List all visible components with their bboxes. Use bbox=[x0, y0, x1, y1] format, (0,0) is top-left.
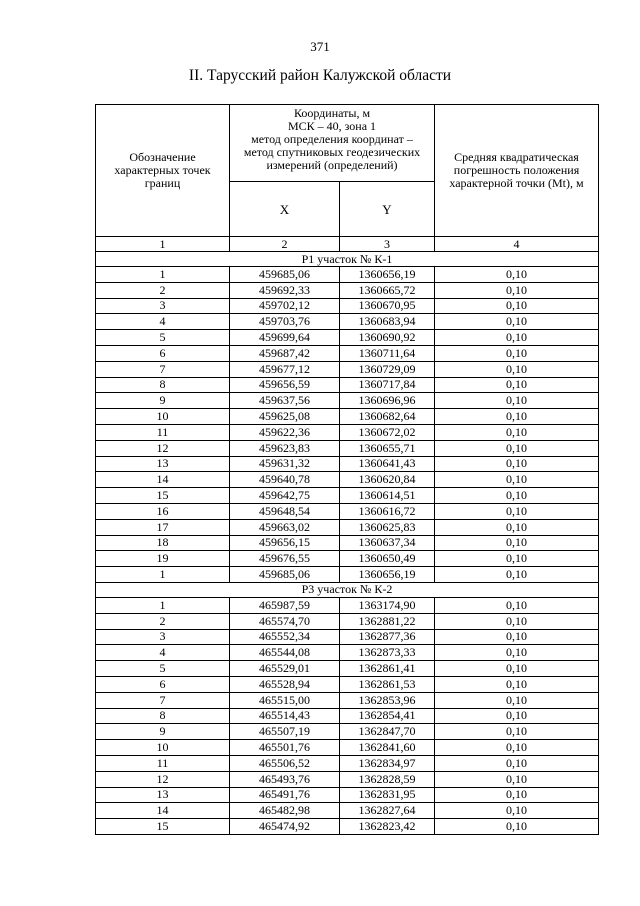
column-number: 4 bbox=[435, 237, 599, 252]
header-point: Обозначение характерных точек границ bbox=[96, 105, 230, 237]
coord-x: 465574,70 bbox=[230, 613, 340, 629]
coord-y: 1360655,71 bbox=[340, 440, 435, 456]
coord-y: 1362877,36 bbox=[340, 629, 435, 645]
coord-x: 459685,06 bbox=[230, 567, 340, 583]
table-row bbox=[96, 488, 599, 504]
header-coordinates-line: метод спутниковых геодезических bbox=[243, 145, 421, 159]
point-number: 12 bbox=[96, 771, 230, 787]
coord-y: 1360683,94 bbox=[340, 314, 435, 330]
error-value: 0,10 bbox=[435, 567, 599, 583]
coord-y: 1362853,96 bbox=[340, 692, 435, 708]
error-value: 0,10 bbox=[435, 645, 599, 661]
point-number: 17 bbox=[96, 519, 230, 535]
table-row bbox=[96, 519, 599, 535]
point-number: 5 bbox=[96, 330, 230, 346]
error-value: 0,10 bbox=[435, 267, 599, 283]
table-row bbox=[96, 393, 599, 409]
coord-y: 1360672,02 bbox=[340, 424, 435, 440]
coord-x: 459685,06 bbox=[230, 267, 340, 283]
coord-y: 1362841,60 bbox=[340, 740, 435, 756]
coord-y: 1362827,64 bbox=[340, 803, 435, 819]
coord-y: 1362834,97 bbox=[340, 755, 435, 771]
coord-y: 1360690,92 bbox=[340, 330, 435, 346]
error-value: 0,10 bbox=[435, 519, 599, 535]
header-coordinates-line: Координаты, м bbox=[293, 106, 371, 120]
point-number: 1 bbox=[96, 597, 230, 613]
point-number: 18 bbox=[96, 535, 230, 551]
point-number: 13 bbox=[96, 787, 230, 803]
point-number: 11 bbox=[96, 424, 230, 440]
error-value: 0,10 bbox=[435, 298, 599, 314]
coord-y: 1362881,22 bbox=[340, 613, 435, 629]
coord-y: 1360625,83 bbox=[340, 519, 435, 535]
coord-x: 465987,59 bbox=[230, 597, 340, 613]
coord-y: 1360665,72 bbox=[340, 282, 435, 298]
point-number: 1 bbox=[96, 567, 230, 583]
error-value: 0,10 bbox=[435, 503, 599, 519]
coord-x: 459699,64 bbox=[230, 330, 340, 346]
header-coordinates-line: МСК – 40, зона 1 bbox=[287, 119, 377, 133]
table-row bbox=[96, 298, 599, 314]
table-row bbox=[96, 535, 599, 551]
table-row bbox=[96, 676, 599, 692]
coord-x: 465514,43 bbox=[230, 708, 340, 724]
point-number: 6 bbox=[96, 676, 230, 692]
error-value: 0,10 bbox=[435, 488, 599, 504]
error-value: 0,10 bbox=[435, 393, 599, 409]
coord-x: 459663,02 bbox=[230, 519, 340, 535]
header-error: Средняя квадратическая погрешность положения характерной точки (Mt), м bbox=[435, 105, 599, 237]
coord-x: 459637,56 bbox=[230, 393, 340, 409]
error-value: 0,10 bbox=[435, 819, 599, 835]
error-value: 0,10 bbox=[435, 409, 599, 425]
error-value: 0,10 bbox=[435, 803, 599, 819]
column-number: 2 bbox=[230, 237, 340, 252]
coord-x: 459656,59 bbox=[230, 377, 340, 393]
error-value: 0,10 bbox=[435, 330, 599, 346]
error-value: 0,10 bbox=[435, 771, 599, 787]
point-number: 5 bbox=[96, 661, 230, 677]
table-row bbox=[96, 267, 599, 283]
table-row bbox=[96, 567, 599, 583]
header-y: Y bbox=[340, 182, 435, 237]
point-number: 19 bbox=[96, 551, 230, 567]
coord-y: 1362823,42 bbox=[340, 819, 435, 835]
coord-y: 1362831,95 bbox=[340, 787, 435, 803]
error-value: 0,10 bbox=[435, 676, 599, 692]
error-value: 0,10 bbox=[435, 361, 599, 377]
point-number: 10 bbox=[96, 740, 230, 756]
coord-x: 465482,98 bbox=[230, 803, 340, 819]
table-row bbox=[96, 755, 599, 771]
coord-y: 1360670,95 bbox=[340, 298, 435, 314]
point-number: 4 bbox=[96, 645, 230, 661]
section-title: Р1 участок № К-1 bbox=[96, 252, 599, 267]
error-value: 0,10 bbox=[435, 755, 599, 771]
point-number: 9 bbox=[96, 393, 230, 409]
error-value: 0,10 bbox=[435, 629, 599, 645]
coord-y: 1360656,19 bbox=[340, 567, 435, 583]
table-row bbox=[96, 503, 599, 519]
table-row bbox=[96, 282, 599, 298]
coord-x: 459623,83 bbox=[230, 440, 340, 456]
point-number: 10 bbox=[96, 409, 230, 425]
table-row bbox=[96, 597, 599, 613]
table-row bbox=[96, 377, 599, 393]
table-row bbox=[96, 629, 599, 645]
point-number: 11 bbox=[96, 755, 230, 771]
table-row bbox=[96, 551, 599, 567]
coord-x: 465507,19 bbox=[230, 724, 340, 740]
header-coordinates bbox=[230, 105, 435, 182]
coord-x: 465491,76 bbox=[230, 787, 340, 803]
error-value: 0,10 bbox=[435, 535, 599, 551]
coord-y: 1360729,09 bbox=[340, 361, 435, 377]
coord-y: 1360620,84 bbox=[340, 472, 435, 488]
coord-y: 1360650,49 bbox=[340, 551, 435, 567]
point-number: 6 bbox=[96, 345, 230, 361]
error-value: 0,10 bbox=[435, 724, 599, 740]
error-value: 0,10 bbox=[435, 345, 599, 361]
coord-y: 1362861,53 bbox=[340, 676, 435, 692]
table-row bbox=[96, 314, 599, 330]
coord-y: 1360682,64 bbox=[340, 409, 435, 425]
coord-x: 459656,15 bbox=[230, 535, 340, 551]
point-number: 14 bbox=[96, 803, 230, 819]
error-value: 0,10 bbox=[435, 456, 599, 472]
coord-x: 459676,55 bbox=[230, 551, 340, 567]
table-row bbox=[96, 613, 599, 629]
point-number: 2 bbox=[96, 282, 230, 298]
table-row bbox=[96, 708, 599, 724]
error-value: 0,10 bbox=[435, 551, 599, 567]
table-row bbox=[96, 724, 599, 740]
coordinates-table bbox=[95, 104, 599, 835]
point-number: 2 bbox=[96, 613, 230, 629]
coord-y: 1362861,41 bbox=[340, 661, 435, 677]
error-value: 0,10 bbox=[435, 740, 599, 756]
table-row bbox=[96, 424, 599, 440]
table-row bbox=[96, 819, 599, 835]
column-number: 3 bbox=[340, 237, 435, 252]
coord-x: 459625,08 bbox=[230, 409, 340, 425]
error-value: 0,10 bbox=[435, 708, 599, 724]
point-number: 8 bbox=[96, 708, 230, 724]
point-number: 14 bbox=[96, 472, 230, 488]
error-value: 0,10 bbox=[435, 314, 599, 330]
point-number: 8 bbox=[96, 377, 230, 393]
table-row bbox=[96, 787, 599, 803]
point-number: 16 bbox=[96, 503, 230, 519]
error-value: 0,10 bbox=[435, 692, 599, 708]
coord-y: 1360614,51 bbox=[340, 488, 435, 504]
coord-x: 465544,08 bbox=[230, 645, 340, 661]
header-x: X bbox=[230, 182, 340, 237]
coord-y: 1362854,41 bbox=[340, 708, 435, 724]
coord-x: 465515,00 bbox=[230, 692, 340, 708]
coord-x: 465493,76 bbox=[230, 771, 340, 787]
coord-x: 459692,33 bbox=[230, 282, 340, 298]
column-numbers-row bbox=[96, 237, 599, 252]
table-row bbox=[96, 345, 599, 361]
point-number: 1 bbox=[96, 267, 230, 283]
section-title: Р3 участок № К-2 bbox=[96, 582, 599, 597]
section-title-row bbox=[96, 252, 599, 267]
table-row bbox=[96, 740, 599, 756]
coord-x: 459640,78 bbox=[230, 472, 340, 488]
point-number: 15 bbox=[96, 819, 230, 835]
point-number: 7 bbox=[96, 692, 230, 708]
coord-x: 459687,42 bbox=[230, 345, 340, 361]
coord-y: 1360656,19 bbox=[340, 267, 435, 283]
point-number: 7 bbox=[96, 361, 230, 377]
error-value: 0,10 bbox=[435, 787, 599, 803]
table-row bbox=[96, 645, 599, 661]
coord-y: 1362847,70 bbox=[340, 724, 435, 740]
error-value: 0,10 bbox=[435, 613, 599, 629]
error-value: 0,10 bbox=[435, 424, 599, 440]
error-value: 0,10 bbox=[435, 472, 599, 488]
error-value: 0,10 bbox=[435, 282, 599, 298]
page-number: 371 bbox=[310, 39, 330, 54]
point-number: 4 bbox=[96, 314, 230, 330]
coord-y: 1360711,64 bbox=[340, 345, 435, 361]
table-row bbox=[96, 771, 599, 787]
coord-x: 465528,94 bbox=[230, 676, 340, 692]
coord-y: 1360696,96 bbox=[340, 393, 435, 409]
coord-x: 465474,92 bbox=[230, 819, 340, 835]
coord-y: 1360717,84 bbox=[340, 377, 435, 393]
table-row bbox=[96, 661, 599, 677]
coord-x: 459631,32 bbox=[230, 456, 340, 472]
coord-x: 465529,01 bbox=[230, 661, 340, 677]
coord-y: 1360637,34 bbox=[340, 535, 435, 551]
header-coordinates-line: измерений (определений) bbox=[266, 158, 398, 172]
coord-x: 459703,76 bbox=[230, 314, 340, 330]
section-title-row bbox=[96, 582, 599, 597]
page-title: II. Тарусский район Калужской области bbox=[188, 67, 452, 84]
table-row bbox=[96, 456, 599, 472]
table-row bbox=[96, 803, 599, 819]
coord-y: 1362828,59 bbox=[340, 771, 435, 787]
column-number: 1 bbox=[96, 237, 230, 252]
coord-x: 465501,76 bbox=[230, 740, 340, 756]
table-row bbox=[96, 409, 599, 425]
coord-x: 459702,12 bbox=[230, 298, 340, 314]
table-row bbox=[96, 330, 599, 346]
coord-x: 465506,52 bbox=[230, 755, 340, 771]
coord-x: 459648,54 bbox=[230, 503, 340, 519]
coord-x: 459642,75 bbox=[230, 488, 340, 504]
coord-y: 1360616,72 bbox=[340, 503, 435, 519]
coord-x: 459622,36 bbox=[230, 424, 340, 440]
header-coordinates-line: метод определения координат – bbox=[251, 132, 413, 146]
point-number: 15 bbox=[96, 488, 230, 504]
coord-y: 1363174,90 bbox=[340, 597, 435, 613]
point-number: 9 bbox=[96, 724, 230, 740]
coord-y: 1362873,33 bbox=[340, 645, 435, 661]
error-value: 0,10 bbox=[435, 377, 599, 393]
table-row bbox=[96, 440, 599, 456]
table-row bbox=[96, 472, 599, 488]
coord-y: 1360641,43 bbox=[340, 456, 435, 472]
error-value: 0,10 bbox=[435, 440, 599, 456]
coord-x: 459677,12 bbox=[230, 361, 340, 377]
table-row bbox=[96, 361, 599, 377]
error-value: 0,10 bbox=[435, 661, 599, 677]
error-value: 0,10 bbox=[435, 597, 599, 613]
point-number: 13 bbox=[96, 456, 230, 472]
table-row bbox=[96, 692, 599, 708]
coord-x: 465552,34 bbox=[230, 629, 340, 645]
point-number: 3 bbox=[96, 298, 230, 314]
point-number: 3 bbox=[96, 629, 230, 645]
point-number: 12 bbox=[96, 440, 230, 456]
